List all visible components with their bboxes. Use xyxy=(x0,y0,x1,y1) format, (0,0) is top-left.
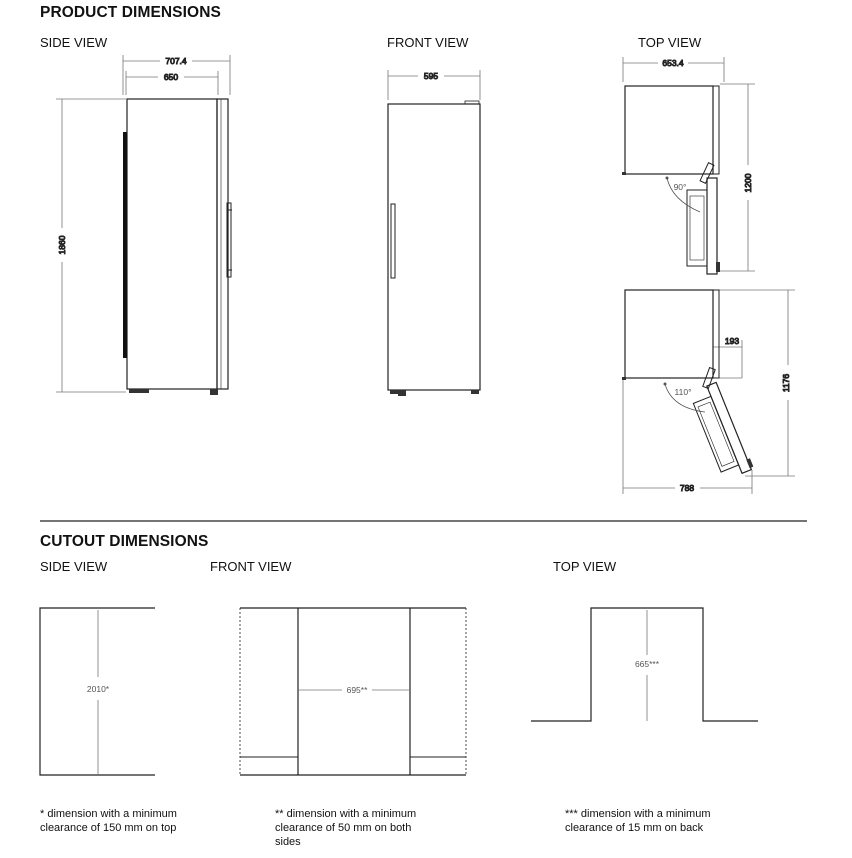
product-top-view-label: TOP VIEW xyxy=(638,35,702,50)
top-depth-110: 1176 xyxy=(781,373,791,393)
footnote-2-line-1: ** dimension with a minimum xyxy=(275,808,417,820)
footnote-3 xyxy=(565,807,711,835)
product-top-view-90-drawing xyxy=(622,57,755,274)
top-width: 653.4 xyxy=(662,58,684,68)
side-depth-total: 707.4 xyxy=(165,56,187,66)
top-angle-90: 90° xyxy=(673,182,687,192)
side-height: 1860 xyxy=(57,235,67,255)
top-angle-110: 110° xyxy=(674,387,692,397)
product-front-view-label: FRONT VIEW xyxy=(387,35,469,50)
footnote-2-line-3: sides xyxy=(275,836,301,848)
top-width-110: 788 xyxy=(679,483,695,493)
product-side-view-drawing xyxy=(56,55,232,395)
product-top-view-110-drawing xyxy=(622,290,795,494)
cutout-side-view-label: SIDE VIEW xyxy=(40,559,108,574)
footnote-1 xyxy=(40,807,177,835)
footnote-2 xyxy=(275,807,416,849)
front-width: 595 xyxy=(423,71,439,81)
footnote-3-line-1: *** dimension with a minimum xyxy=(565,808,711,820)
footnote-3-line-2: clearance of 15 mm on back xyxy=(565,822,704,834)
top-depth-90: 1200 xyxy=(743,173,753,193)
product-front-view-drawing xyxy=(388,70,480,396)
cutout-depth: 665*** xyxy=(634,659,660,669)
product-dimensions-heading: PRODUCT DIMENSIONS xyxy=(40,4,221,21)
side-depth-body: 650 xyxy=(163,72,179,82)
footnote-1-line-2: clearance of 150 mm on top xyxy=(40,822,177,834)
product-side-view-label: SIDE VIEW xyxy=(40,35,108,50)
cutout-width: 695** xyxy=(346,685,368,695)
cutout-top-view-label: TOP VIEW xyxy=(553,559,617,574)
cutout-dimensions-heading: CUTOUT DIMENSIONS xyxy=(40,533,209,550)
top-door-offset: 193 xyxy=(724,336,740,346)
footnote-1-line-1: * dimension with a minimum xyxy=(40,808,177,820)
cutout-height: 2010* xyxy=(86,684,110,694)
footnote-2-line-2: clearance of 50 mm on both xyxy=(275,822,412,834)
cutout-front-view-label: FRONT VIEW xyxy=(210,559,292,574)
